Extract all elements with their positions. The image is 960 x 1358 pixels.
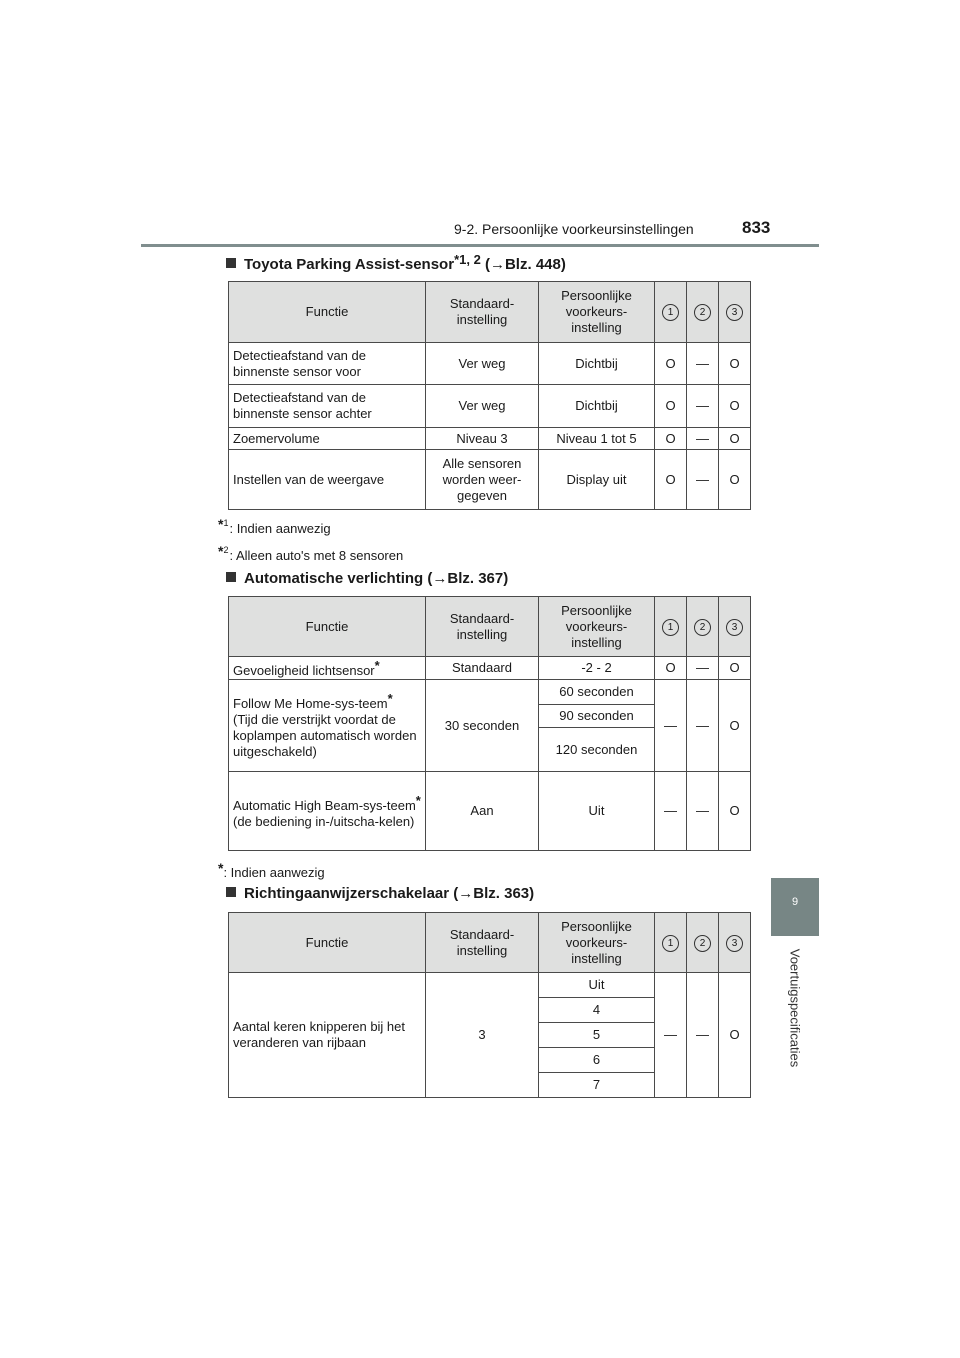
footnote: *$^1$: Indien aanwezig [218, 516, 331, 536]
table-row: Follow Me Home-sys-teem* (Tijd die verstrijkt voordat de koplampen automatisch worden uitgeschakeld) 30 seconden 60 seconden — — O [229, 680, 751, 705]
table-row: 4 [229, 998, 751, 1023]
footnote: *$^2$: Alleen auto's met 8 sensoren [218, 543, 404, 563]
table-header-row: Functie Standaard-instelling Persoonlijke voorkeurs-instelling 1 2 3 [229, 597, 751, 657]
bullet-square-icon [226, 258, 236, 268]
circle-2-icon: 2 [694, 619, 711, 636]
circle-2-icon: 2 [694, 935, 711, 952]
chapter-number: 9 [791, 896, 799, 908]
page-reference: (→Blz. 367) [427, 570, 509, 587]
table-row: Instellen van de weergave Alle sensoren worden weer-gegeven Display uit O — O [229, 450, 751, 510]
section-title-parking-assist: Toyota Parking Assist-sensor$^{*1, 2}$ (→Blz. 448) [226, 252, 566, 273]
table-header-row: Functie Standaard-instelling Persoonlijke voorkeurs-instelling 1 2 3 [229, 913, 751, 973]
footnote: *: Indien aanwezig [218, 860, 325, 880]
page-reference: (→Blz. 448) [484, 256, 566, 273]
table-row: 5 [229, 1023, 751, 1048]
page-number: 833 [742, 218, 771, 237]
table-row: 120 seconden [229, 728, 751, 772]
table-row: Automatic High Beam-sys-teem* (de bediening in-/uitscha-kelen) Aan Uit — — O [229, 772, 751, 851]
table-row: 6 [229, 1048, 751, 1073]
bullet-square-icon [226, 887, 236, 897]
table-row: 90 seconden [229, 705, 751, 728]
page-reference: (→Blz. 363) [453, 885, 535, 902]
running-header-section: 9-2. Persoonlijke voorkeursinstellingen [454, 221, 694, 237]
chapter-label: Voertuigspecificaties [787, 948, 803, 1068]
circle-1-icon: 1 [662, 619, 679, 636]
settings-table-parking-assist [228, 281, 751, 510]
bullet-square-icon [226, 572, 236, 582]
section-title-automatic-lighting: Automatische verlichting (→Blz. 367) [226, 570, 508, 587]
chapter-tab[interactable] [771, 878, 819, 936]
section-title-turn-signal: Richtingaanwijzerschakelaar (→Blz. 363) [226, 885, 534, 902]
table-row: Aantal keren knipperen bij het veranderen van rijbaan 3 Uit — — O [229, 973, 751, 998]
circle-2-icon: 2 [694, 304, 711, 321]
table-row: Zoemervolume Niveau 3 Niveau 1 tot 5 O — O [229, 428, 751, 450]
table-row: 7 [229, 1073, 751, 1098]
settings-table-automatic-lighting [228, 596, 751, 851]
circle-3-icon: 3 [726, 619, 743, 636]
circle-1-icon: 1 [662, 304, 679, 321]
table-header-row: Functie Standaard-instelling Persoonlijke voorkeurs-instelling 1 2 3 [229, 282, 751, 343]
header-rule [141, 244, 819, 247]
circle-3-icon: 3 [726, 304, 743, 321]
circle-1-icon: 1 [662, 935, 679, 952]
table-row: Detectieafstand van de binnenste sensor voor Ver weg Dichtbij O — O [229, 343, 751, 385]
title-footnote-marker: *1, 2 [454, 252, 481, 267]
table-row: Detectieafstand van de binnenste sensor achter Ver weg Dichtbij O — O [229, 385, 751, 428]
table-row: Gevoeligheid lichtsensor* Standaard -2 - 2 O — O [229, 657, 751, 680]
settings-table-turn-signal [228, 912, 751, 1098]
circle-3-icon: 3 [726, 935, 743, 952]
